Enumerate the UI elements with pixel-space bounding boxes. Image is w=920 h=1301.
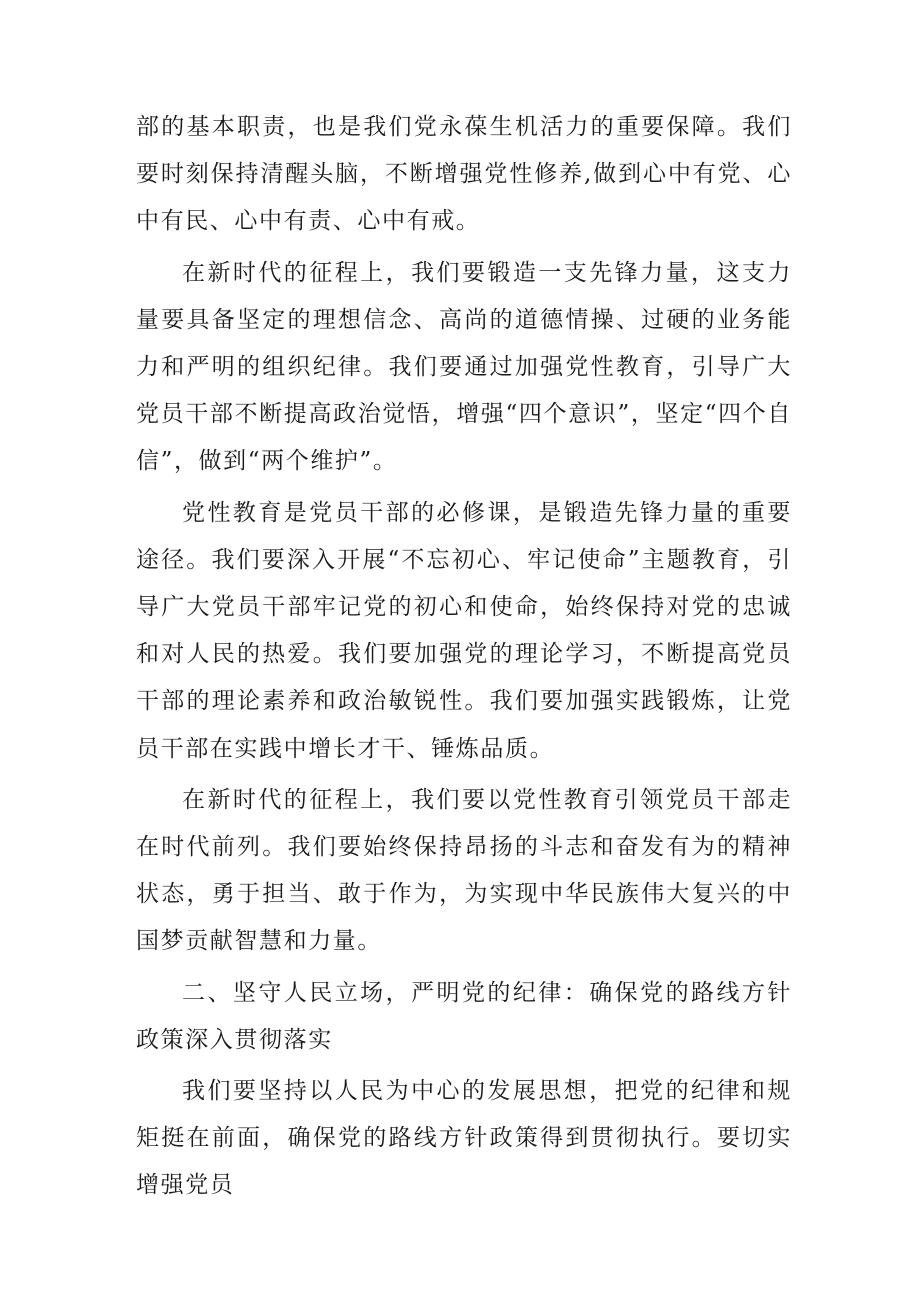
paragraph-party-education: 党性教育是党员干部的必修课，是锻造先锋力量的重要途径。我们要深入开展“不忘初心、牢记使命”主题教育，引导广大党员干部牢记党的初心和使命，始终保持对党的忠诚和对人民的热爱。我们要加强党的理论学习，不断提高党员干部的理论素养和政治敏锐性。我们要加强实践锻炼，让党员干部在实践中增长才干、锤炼品质。 — [136, 499, 792, 762]
paragraph-new-era: 在新时代的征程上，我们要以党性教育引领党员干部走在时代前列。我们要始终保持昂扬的斗志和奋发有为的精神状态，勇于担当、敢于作为，为实现中华民族伟大复兴的中国梦贡献智慧和力量。 — [136, 786, 792, 955]
paragraph-continued: 部的基本职责，也是我们党永葆生机活力的重要保障。我们要时刻保持清醒头脑，不断增强党性修养,做到心中有党、心中有民、心中有责、心中有戒。 — [136, 114, 792, 235]
paragraph-people-centered: 我们要坚持以人民为中心的发展思想，把党的纪律和规矩挺在前面，确保党的路线方针政策得到贯彻执行。要切实增强党员 — [136, 1078, 792, 1199]
section-heading: 二、坚守人民立场，严明党的纪律：确保党的路线方针政策深入贯彻落实 — [136, 979, 792, 1053]
document-body — [136, 104, 792, 1214]
paragraph-vanguard-force: 在新时代的征程上，我们要锻造一支先锋力量，这支力量要具备坚定的理想信念、高尚的道德情操、过硬的业务能力和严明的组织纪律。我们要通过加强党性教育，引导广大党员干部不断提高政治觉悟，增强“四个意识”，坚定“四个自信”，做到“两个维护”。 — [136, 259, 792, 475]
